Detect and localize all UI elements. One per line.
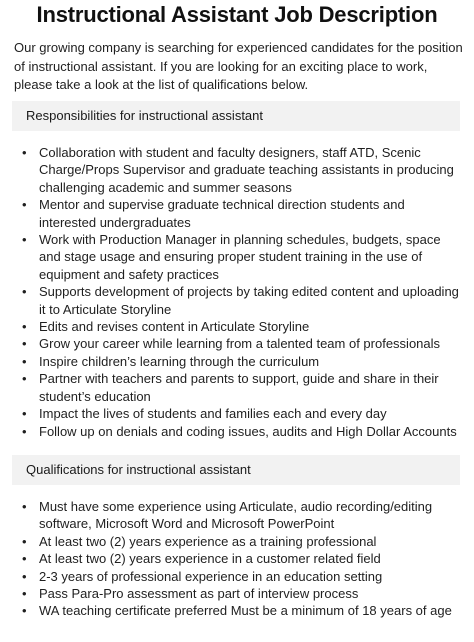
list-item-text: Must have some experience using Articulate, audio recording/editing software, Microsoft Word and Microsoft PowerPoint bbox=[39, 499, 433, 532]
bullet-icon: • bbox=[22, 533, 27, 549]
list-item-text: Follow up on denials and coding issues, audits and High Dollar Accounts bbox=[39, 423, 457, 439]
qualifications-heading: Qualifications for instructional assistant bbox=[12, 455, 460, 485]
list-item bbox=[22, 370, 462, 405]
qualifications-list bbox=[22, 498, 462, 620]
list-item bbox=[22, 568, 462, 585]
list-item-text: Pass Para-Pro assessment as part of interview process bbox=[39, 586, 359, 602]
bullet-icon: • bbox=[22, 197, 27, 213]
bullet-icon: • bbox=[22, 319, 27, 335]
list-item bbox=[22, 405, 462, 422]
list-item-text: Mentor and supervise graduate technical direction students and interested undergraduates bbox=[39, 197, 405, 230]
list-item-text: Collaboration with student and faculty designers, staff ATD, Scenic Charge/Props Supervisor and graduate teaching assistants in producing challenging academic and summer seasons bbox=[39, 145, 454, 195]
bullet-icon: • bbox=[22, 371, 27, 387]
list-item bbox=[22, 585, 462, 602]
bullet-icon: • bbox=[22, 284, 27, 300]
responsibilities-heading: Responsibilities for instructional assistant bbox=[12, 101, 460, 131]
list-item bbox=[22, 533, 462, 550]
list-item-text: At least two (2) years experience in a customer related field bbox=[39, 551, 381, 567]
list-item-text: Grow your career while learning from a talented team of professionals bbox=[39, 336, 441, 352]
bullet-icon: • bbox=[22, 586, 27, 602]
list-item bbox=[22, 550, 462, 567]
bullet-icon: • bbox=[22, 423, 27, 439]
bullet-icon: • bbox=[22, 145, 27, 160]
list-item bbox=[22, 498, 462, 533]
bullet-icon: • bbox=[22, 353, 27, 369]
list-item-text: Impact the lives of students and families each and every day bbox=[39, 406, 387, 422]
list-item-text: Edits and revises content in Articulate Storyline bbox=[39, 319, 310, 335]
list-item-text: At least two (2) years experience as a training professional bbox=[39, 533, 377, 549]
bullet-icon: • bbox=[22, 568, 27, 584]
list-item bbox=[22, 335, 462, 352]
bullet-icon: • bbox=[22, 406, 27, 422]
page-title: Instructional Assistant Job Description bbox=[36, 2, 438, 27]
list-item bbox=[22, 231, 462, 283]
bullet-icon: • bbox=[22, 499, 27, 514]
list-item bbox=[22, 196, 462, 231]
list-item bbox=[22, 318, 462, 335]
list-item-text: WA teaching certificate preferred Must be a minimum of 18 years of age bbox=[39, 603, 452, 619]
bullet-icon: • bbox=[22, 232, 27, 248]
list-item-text: Work with Production Manager in planning schedules, budgets, space and stage usage and ensuring proper student training in the use of equipment and safety practices bbox=[39, 232, 441, 282]
responsibilities-list bbox=[22, 144, 462, 440]
bullet-icon: • bbox=[22, 603, 27, 619]
list-item-text: Partner with teachers and parents to support, guide and share in their student’s education bbox=[39, 371, 439, 404]
intro-paragraph: Our growing company is searching for experienced candidates for the position of instructional assistant. If you are looking for an exciting place to work, please take a look at the list of qualifications below. bbox=[14, 40, 463, 92]
list-item bbox=[22, 423, 462, 440]
list-item bbox=[22, 602, 462, 619]
list-item bbox=[22, 283, 462, 318]
bullet-icon: • bbox=[22, 336, 27, 352]
list-item bbox=[22, 144, 462, 196]
list-item-text: Supports development of projects by taking edited content and uploading it to Articulate Storyline bbox=[39, 284, 459, 317]
list-item-text: Inspire children’s learning through the curriculum bbox=[39, 353, 320, 369]
bullet-icon: • bbox=[22, 551, 27, 567]
list-item bbox=[22, 353, 462, 370]
list-item-text: 2-3 years of professional experience in an education setting bbox=[39, 568, 383, 584]
